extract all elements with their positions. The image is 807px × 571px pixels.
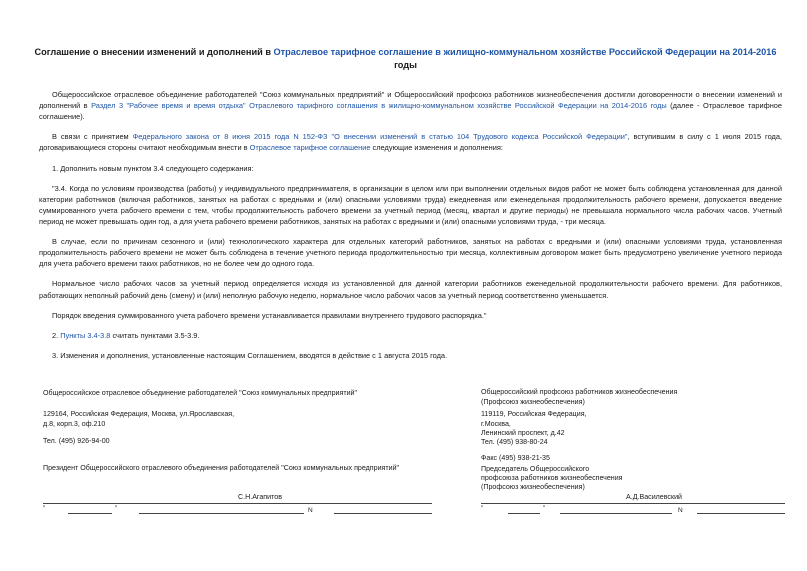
right-org-1: Общероссийский профсоюз работников жизнеобеспечения <box>481 388 678 396</box>
left-position: Президент Общероссийского отраслевого объединения работодателей "Союз коммунальных предприятий" <box>43 464 400 472</box>
federal-law-link[interactable]: Федерального закона от 8 июня 2015 года N 152-ФЗ "О внесении изменений в статью 104 Трудового кодекса Российской Федерации" <box>132 132 628 142</box>
document-body <box>39 89 782 361</box>
right-address-1: 119119, Российская Федерация, <box>481 410 587 418</box>
left-day-blank <box>68 513 112 514</box>
item2-prefix: 2. <box>52 330 61 340</box>
right-phone: Тел. (495) 938-80-24 <box>481 438 548 446</box>
title-prefix: Соглашение о внесении изменений и дополнений в <box>34 47 274 57</box>
right-position-1: Председатель Общероссийского <box>481 465 590 473</box>
left-phone: Тел. (495) 926-94-00 <box>43 437 110 445</box>
left-quote-close: " <box>115 505 118 512</box>
right-address-3: Ленинский проспект, д.42 <box>481 429 565 437</box>
title-suffix: годы <box>394 60 417 71</box>
right-quote-open: " <box>481 505 484 512</box>
law-text-a: В связи с принятием <box>52 132 133 142</box>
right-fax: Факс (495) 938-21-35 <box>481 454 550 462</box>
section3-link[interactable]: Раздел 3 "Рабочее время и время отдыха" Отраслевого тарифного соглашения в жилищно-коммунальном хозяйстве Российской Федерации на 2014-2016 годы <box>91 101 667 111</box>
left-number-mark: N <box>308 507 313 514</box>
paragraph-normal-hours: Нормальное число рабочих часов за учетный период определяется исходя из установленной для данной категории работников еженедельной продолжительности рабочего времени. Для работников, работающих неполный рабочий день (смену) и (или) неполную рабочую неделю, нормальное число рабочих часов за учетный период соответственно уменьшается. <box>39 279 782 300</box>
right-month-blank <box>560 513 672 514</box>
right-number-blank <box>697 513 785 514</box>
law-text-b: , вступившим в силу с 1 июля 2015 года, договаривающиеся стороны считают необходимым внести в <box>39 132 782 153</box>
left-quote-open: " <box>43 505 46 512</box>
right-signatory-name: А.Д.Василевский <box>626 493 683 501</box>
intro-text-a: Общероссийское отраслевое объединение работодателей "Союз коммунальных предприятий" и Общероссийский профсоюз работников жизнеобеспечения достигли договоренности о внесении изменений и дополнений в <box>39 90 782 111</box>
item2-suffix: считать пунктами 3.5-3.9. <box>110 330 200 340</box>
paragraph-item-3: 3. Изменения и дополнения, установленные настоящим Соглашением, вводятся в действие с 1 августа 2015 года. <box>52 350 448 360</box>
left-signatory-name: С.Н.Агапитов <box>238 493 282 501</box>
paragraph-item-1: 1. Дополнить новым пунктом 3.4 следующего содержания: <box>52 163 254 173</box>
paragraph-federal-law <box>39 131 782 153</box>
left-address-2: д.8, корп.3, оф.210 <box>43 420 106 428</box>
paragraph-intro <box>39 89 782 122</box>
right-org-2: (Профсоюз жизнеобеспечения) <box>481 398 585 406</box>
clauses-link[interactable]: Пункты 3.4-3.8 <box>60 330 111 340</box>
right-address-2: г.Москва, <box>481 420 511 428</box>
right-position-3: (Профсоюз жизнеобеспечения) <box>481 483 585 491</box>
paragraph-clause-3-4: "3.4. Когда по условиям производства (работы) у индивидуального предпринимателя, в организации в целом или при выполнении отдельных видов работ не может быть соблюдена установленная для данной категории работников (включая работников, занятых на работах с вредными и (или) опасными условиями труда) ежедневная или еженедельная продолжительность рабочего времени, допускается введение суммированного учета рабочего времени с тем, чтобы продолжительность рабочего времени за учетный период (месяц, квартал и другие периоды) не превышала нормального числа рабочих часов. Учетный период не может превышать один год, а для учета рабочего времени работников, занятых на работах с вредными и (или) опасными условиями труда, - три месяца. <box>39 183 782 226</box>
title-link[interactable]: Отраслевое тарифное соглашение в жилищно-коммунальном хозяйстве Российской Федерации на 2014-2016 <box>273 47 777 57</box>
left-month-blank <box>139 513 304 514</box>
left-number-blank <box>334 513 432 514</box>
left-address-1: 129164, Российская Федерация, Москва, ул.Ярославская, <box>43 410 235 418</box>
left-org: Общероссийское отраслевое объединение работодателей "Союз коммунальных предприятий" <box>43 389 358 397</box>
agreement-link[interactable]: Отраслевое тарифное соглашение <box>249 143 371 153</box>
paragraph-seasonal: В случае, если по причинам сезонного и (или) технологического характера для отдельных категорий работников, занятых на работах с вредными и (или) опасными условиями труда, установленная продолжительность рабочего времени не может быть соблюдена в течение учетного периода продолжительностью три месяца, коллективным договором может быть предусмотрено увеличение учетного периода для учета рабочего времени таких работников, но не более чем до одного года. <box>39 237 782 269</box>
right-number-mark: N <box>678 507 683 514</box>
left-signature-line <box>43 503 432 504</box>
paragraph-procedure: Порядок введения суммированного учета рабочего времени устанавливается правилами внутреннего трудового распорядка." <box>52 310 487 320</box>
intro-text-b: (далее - Отраслевое тарифное соглашение). <box>39 101 782 122</box>
right-position-2: профсоюза работников жизнеобеспечения <box>481 474 623 482</box>
right-quote-close: " <box>543 505 546 512</box>
law-text-c: следующие изменения и дополнения: <box>370 143 503 153</box>
document-title <box>28 46 783 73</box>
right-day-blank <box>508 513 540 514</box>
right-signature-line <box>481 503 785 504</box>
paragraph-item-2 <box>39 330 782 341</box>
